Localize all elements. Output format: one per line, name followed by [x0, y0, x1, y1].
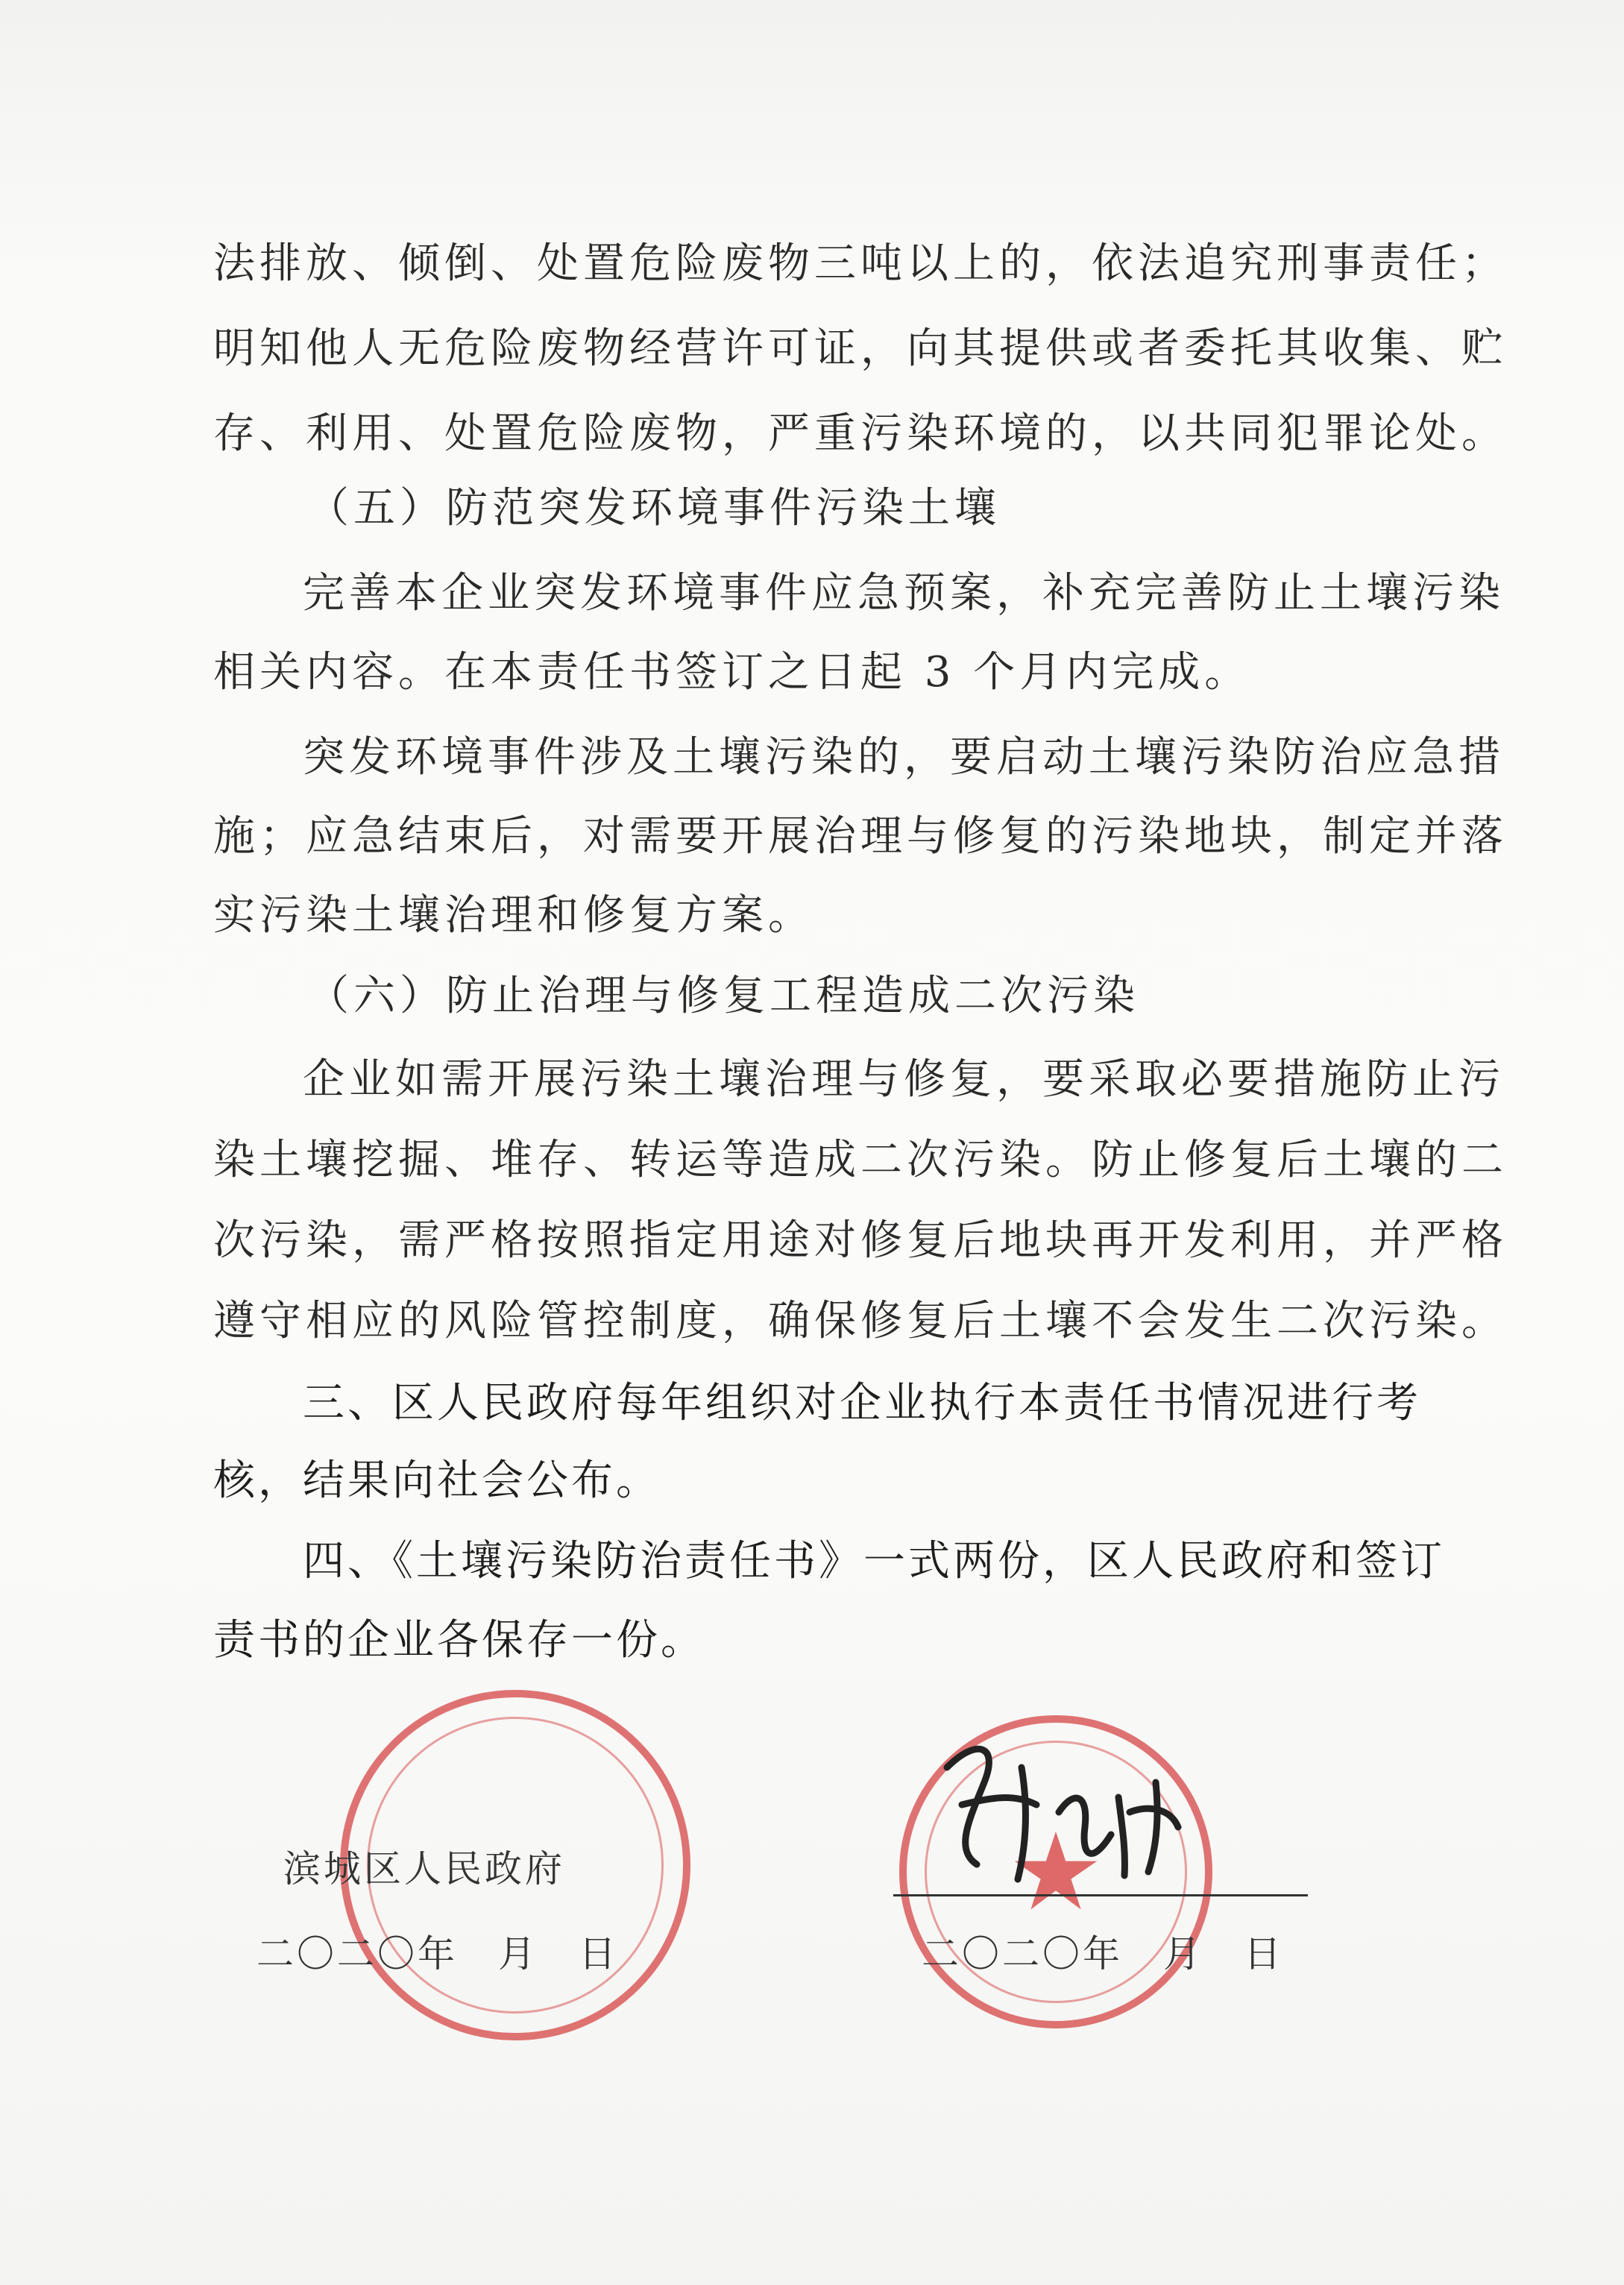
body-line: 施；应急结束后，对需要开展治理与修复的污染地块，制定并落	[213, 812, 1508, 861]
body-line: 突发环境事件涉及土壤污染的，要启动土壤污染防治应急措	[303, 733, 1505, 782]
body-line: 次污染，需严格按照指定用途对修复后地块再开发利用，并严格	[213, 1216, 1508, 1265]
body-line: 法排放、倾倒、处置危险废物三吨以上的，依法追究刑事责任；	[213, 239, 1508, 288]
body-line: 遵守相应的风险管控制度，确保修复后土壤不会发生二次污染。	[213, 1297, 1508, 1345]
clause-three-cont: 核，结果向社会公布。	[213, 1456, 661, 1505]
right-date: 二〇二〇年 月 日	[922, 1932, 1284, 1976]
clause-three: 三、区人民政府每年组织对企业执行本责任书情况进行考	[303, 1379, 1421, 1427]
body-line: 完善本企业突发环境事件应急预案，补充完善防止土壤污染	[303, 569, 1505, 617]
body-line: 染土壤挖掘、堆存、转运等造成二次污染。防止修复后土壤的二	[213, 1136, 1508, 1184]
left-date: 二〇二〇年 月 日	[256, 1932, 619, 1976]
body-line: 存、利用、处置危险废物，严重污染环境的，以共同犯罪论处。	[213, 409, 1508, 458]
body-line: 明知他人无危险废物经营许可证，向其提供或者委托其收集、贮	[213, 324, 1508, 373]
clause-four-cont: 责书的企业各保存一份。	[213, 1616, 705, 1665]
handwritten-signature	[932, 1723, 1200, 1902]
clause-four: 四、《土壤污染防治责任书》一式两份，区人民政府和签订	[303, 1537, 1445, 1585]
body-line: 企业如需开展污染土壤治理与修复，要采取必要措施防止污	[303, 1055, 1505, 1104]
left-signatory: 滨城区人民政府	[283, 1847, 565, 1890]
section-heading: （六）防止治理与修复工程造成二次污染	[307, 972, 1139, 1020]
body-line: 实污染土壤治理和修复方案。	[213, 891, 814, 940]
body-line: 相关内容。在本责任书签订之日起 3 个月内完成。	[213, 648, 1251, 697]
section-heading: （五）防范突发环境事件污染土壤	[307, 484, 1001, 532]
signature-line	[893, 1894, 1308, 1896]
